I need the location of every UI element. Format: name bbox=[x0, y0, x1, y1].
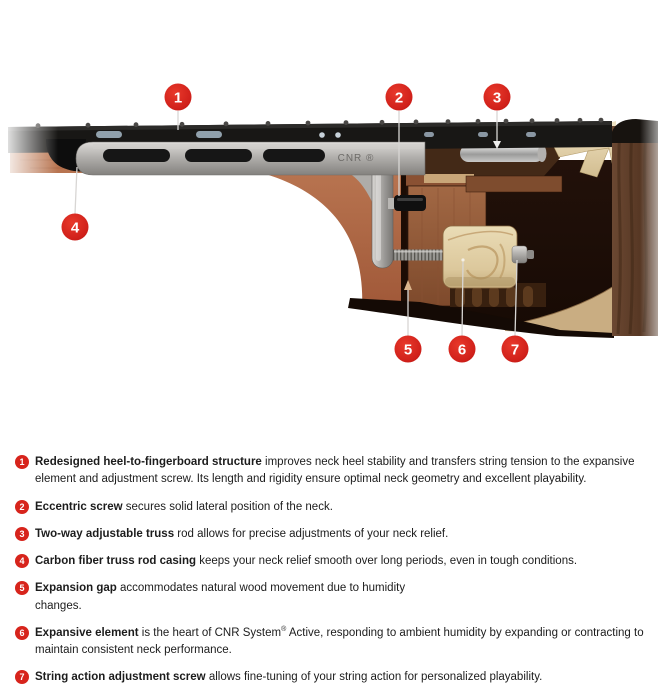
legend-term-5: Expansion gap bbox=[35, 582, 117, 595]
legend-text-2 bbox=[35, 499, 333, 516]
callout-5 bbox=[395, 336, 422, 363]
legend-description-4: keeps your neck relief smooth over long periods, even in tough conditions. bbox=[196, 555, 578, 567]
right-fade bbox=[640, 105, 672, 350]
registered-mark: ® bbox=[281, 625, 287, 633]
callout-4 bbox=[62, 214, 89, 241]
legend-number-badge-3: 3 bbox=[15, 527, 29, 541]
legend-description-6a: is the heart of CNR System bbox=[138, 626, 282, 639]
legend-text-3 bbox=[35, 526, 448, 543]
callout-1 bbox=[165, 84, 192, 111]
svg-text:7: 7 bbox=[510, 341, 520, 359]
legend-number-badge-7: 7 bbox=[15, 670, 29, 684]
svg-text:2: 2 bbox=[394, 89, 404, 107]
legend-number-badge-1: 1 bbox=[15, 455, 29, 469]
legend-text-7 bbox=[35, 669, 542, 686]
legend-description-1: improves neck heel stability and transfers string tension to the expansive element and adjustment screw. Its length and rigidity ensure optimal neck geometry and excellent playability. bbox=[35, 456, 635, 486]
legend-description-6b: Active, responding to ambient humidity by expanding or contracting to maintain consistent neck performance. bbox=[35, 626, 644, 656]
legend-item-3 bbox=[15, 526, 660, 543]
left-fade bbox=[0, 100, 58, 355]
legend-description-5: accommodates natural wood movement due to humidity changes. bbox=[35, 582, 406, 612]
legend-item-4 bbox=[15, 553, 660, 570]
cnr-casting-bar bbox=[76, 142, 425, 175]
callout-6 bbox=[449, 336, 476, 363]
svg-text:4: 4 bbox=[70, 219, 80, 237]
svg-text:1: 1 bbox=[173, 89, 183, 107]
legend-term-6: Expansive element bbox=[35, 626, 139, 639]
threaded-rod bbox=[393, 252, 446, 256]
legend-item-7 bbox=[15, 669, 660, 686]
callout-3 bbox=[484, 84, 511, 111]
legend-text-5 bbox=[35, 580, 427, 615]
svg-text:6: 6 bbox=[457, 341, 467, 359]
legend bbox=[0, 440, 672, 687]
legend-term-2: Eccentric screw bbox=[35, 500, 123, 513]
expansion-gap bbox=[401, 170, 406, 306]
legend-item-5 bbox=[15, 580, 660, 615]
legend-text-1 bbox=[35, 454, 660, 489]
expansive-element bbox=[443, 226, 517, 288]
legend-term-7: String action adjustment screw bbox=[35, 671, 206, 684]
svg-text:3: 3 bbox=[492, 89, 502, 107]
legend-description-7: allows fine-tuning of your string action for personalized playability. bbox=[205, 671, 543, 684]
callout-7 bbox=[502, 336, 529, 363]
legend-term-1: Redesigned heel-to-fingerboard structure bbox=[35, 456, 262, 468]
legend-number-badge-6: 6 bbox=[15, 626, 29, 640]
callout-2 bbox=[386, 84, 413, 111]
legend-term-3: Two-way adjustable truss bbox=[35, 527, 175, 540]
legend-item-6 bbox=[15, 625, 660, 660]
legend-number-badge-2: 2 bbox=[15, 500, 29, 514]
legend-item-2 bbox=[15, 499, 660, 516]
legend-number-badge-4: 4 bbox=[15, 554, 29, 568]
legend-text-4 bbox=[35, 553, 577, 570]
casting-engraving: CNR ® bbox=[337, 153, 375, 164]
legend-item-1 bbox=[15, 454, 660, 489]
legend-term-4: Carbon fiber truss rod casing bbox=[35, 555, 197, 567]
svg-text:5: 5 bbox=[403, 341, 413, 359]
legend-text-6 bbox=[35, 625, 660, 660]
legend-description-3: rod allows for precise adjustments of your neck relief. bbox=[174, 527, 449, 540]
legend-number-badge-5: 5 bbox=[15, 581, 29, 595]
legend-description-2: secures solid lateral position of the neck. bbox=[122, 500, 333, 513]
